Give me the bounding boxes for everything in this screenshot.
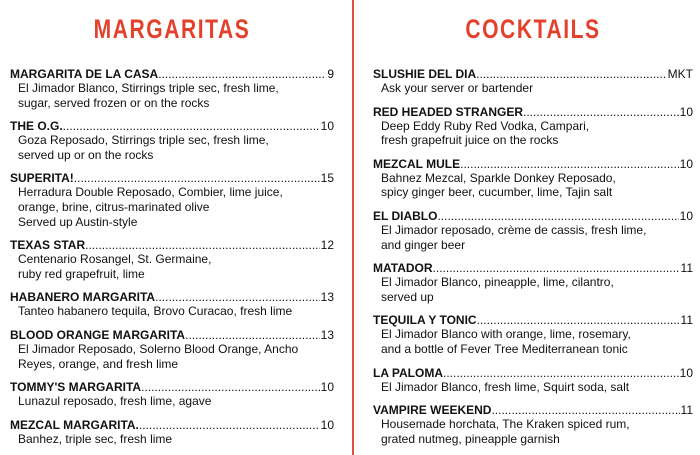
item-name: MEZCAL MARGARITA. xyxy=(10,417,139,432)
item-name: VAMPIRE WEEKEND xyxy=(373,403,492,418)
item-description: Deep Eddy Ruby Red Vodka, Campari, fresh grapefruit juice on the rocks xyxy=(381,118,590,148)
item-name: BLOOD ORANGE MARGARITA xyxy=(10,327,186,342)
item-name: SLUSHIE DEL DIA xyxy=(373,67,477,81)
leader-dots xyxy=(139,418,320,432)
item-name: TEXAS STAR xyxy=(10,238,86,253)
leader-dots xyxy=(63,119,320,133)
item-description: El Jimador Reposado, Solerno Blood Orange, Ancho Reyes, orange, and fresh lime xyxy=(18,341,299,371)
margaritas-column xyxy=(10,0,334,455)
cocktails-heading: COCKTAILS xyxy=(465,14,601,44)
menu-item xyxy=(373,403,693,446)
menu-item xyxy=(373,157,693,200)
item-description: Housemade horchata, The Kraken spiced rum, grated nutmeg, pineapple garnish xyxy=(381,417,630,446)
item-name: MARGARITA DE LA CASA xyxy=(10,67,159,81)
menu-item xyxy=(373,105,693,148)
item-price: 11 xyxy=(680,403,693,418)
cocktails-list xyxy=(373,67,693,455)
item-name: HABANERO MARGARITA xyxy=(10,290,156,305)
item-description: El Jimador Blanco, pineapple, lime, cilantro, served up xyxy=(381,275,614,304)
leader-dots xyxy=(443,366,679,380)
item-description: Centenario Rosangel, St. Germaine, ruby red grapefruit, lime xyxy=(18,252,212,281)
item-description: El Jimador Blanco, Stirrings triple sec, fresh lime, sugar, served frozen or on the rocks xyxy=(18,81,279,110)
item-price: 15 xyxy=(320,171,334,186)
leader-dots xyxy=(460,157,679,171)
leader-dots xyxy=(141,380,320,394)
menu-item xyxy=(10,290,334,319)
margaritas-heading: MARGARITAS xyxy=(93,14,251,44)
menu-item xyxy=(10,171,334,229)
item-description: El Jimador reposado, crème de cassis, fresh lime, and ginger beer xyxy=(381,222,647,252)
item-name: TEQUILA Y TONIC xyxy=(373,313,477,328)
item-price: 9 xyxy=(327,67,334,81)
leader-dots xyxy=(523,105,679,119)
item-price: 10 xyxy=(320,380,334,395)
item-name: EL DIABLO xyxy=(373,208,438,223)
item-price: 11 xyxy=(680,261,693,276)
menu-item xyxy=(10,328,334,371)
item-price: 10 xyxy=(679,365,693,380)
item-price: 11 xyxy=(680,313,693,328)
item-description: Goza Reposado, Stirrings triple sec, fresh lime, served up or on the rocks xyxy=(18,133,269,162)
leader-dots xyxy=(74,171,320,185)
leader-dots xyxy=(476,67,667,81)
leader-dots xyxy=(433,261,680,275)
item-description: Banhez, triple sec, fresh lime xyxy=(18,431,173,446)
leader-dots xyxy=(158,67,326,81)
item-name: SUPERITA! xyxy=(10,171,74,186)
item-price: 13 xyxy=(320,290,334,305)
item-description: Ask your server or bartender xyxy=(381,81,534,95)
item-description: Bahnez Mezcal, Sparkle Donkey Reposado, spicy ginger beer, cucumber, lime, Tajin salt xyxy=(381,170,616,200)
menu-item xyxy=(373,209,693,252)
leader-dots xyxy=(477,313,680,327)
item-description: Tanteo habanero tequila, Brovo Curacao, fresh lime xyxy=(18,304,293,319)
item-price: 10 xyxy=(679,156,693,171)
item-price: 10 xyxy=(320,119,334,134)
item-price: 10 xyxy=(679,104,693,119)
item-name: LA PALOMA xyxy=(373,365,443,380)
item-price: 10 xyxy=(320,417,334,432)
item-name: THE O.G. xyxy=(10,119,63,134)
item-description: El Jimador Blanco, fresh lime, Squirt soda, salt xyxy=(381,379,630,394)
margaritas-list xyxy=(10,67,334,455)
item-price: 13 xyxy=(320,327,334,342)
menu-item xyxy=(10,119,334,162)
leader-dots xyxy=(185,328,320,342)
item-name: MEZCAL MULE xyxy=(373,156,461,171)
menu-item xyxy=(373,67,693,96)
leader-dots xyxy=(491,403,679,417)
item-description: Herradura Double Reposado, Combier, lime juice, orange, brine, citrus-marinated olive Served up Austin-style xyxy=(18,185,283,229)
menu-item xyxy=(373,313,693,356)
menu-item xyxy=(373,261,693,304)
leader-dots xyxy=(85,238,320,252)
item-price: 10 xyxy=(679,208,693,223)
menu-item xyxy=(10,380,334,409)
item-description: Lunazul reposado, fresh lime, agave xyxy=(18,394,212,409)
cocktails-column xyxy=(373,0,693,455)
item-name: MATADOR xyxy=(373,261,433,276)
item-name: RED HEADED STRANGER xyxy=(373,104,524,119)
menu-item xyxy=(10,418,334,447)
item-price: 12 xyxy=(320,238,334,253)
item-name: TOMMY'S MARGARITA xyxy=(10,380,142,395)
leader-dots xyxy=(155,290,320,304)
column-divider xyxy=(352,0,354,455)
item-description: El Jimador Blanco with orange, lime, rosemary, and a bottle of Fever Tree Mediterranean tonic xyxy=(381,327,631,356)
item-price: MKT xyxy=(667,67,693,81)
menu-item xyxy=(10,67,334,110)
leader-dots xyxy=(437,209,678,223)
menu-item xyxy=(373,366,693,395)
menu-item xyxy=(10,238,334,281)
